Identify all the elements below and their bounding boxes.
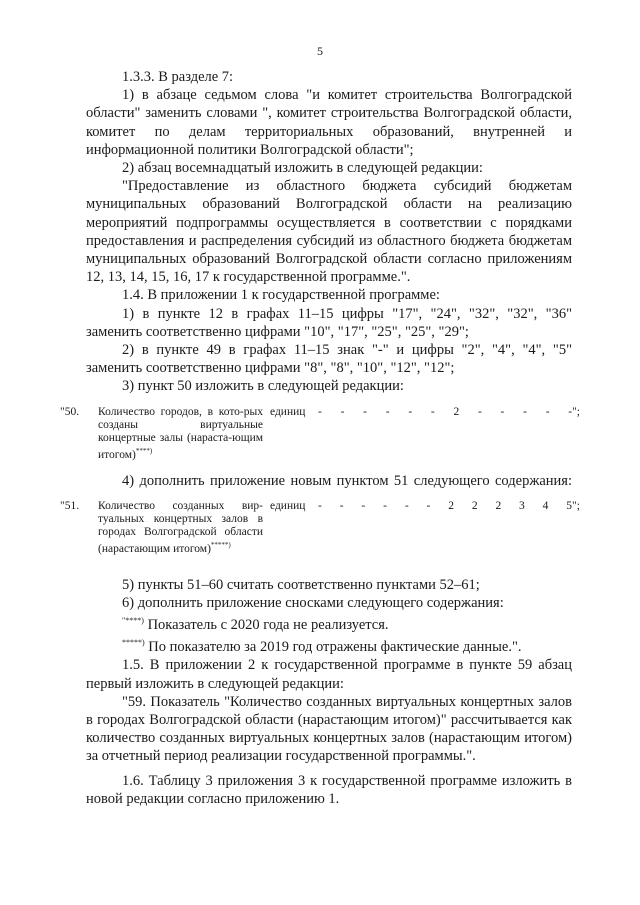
document-body: [60, 68, 580, 808]
row-values: - - - - - - 2 2 2 3 4 5";: [318, 499, 580, 512]
table-row-50: [60, 406, 580, 462]
paragraph: 1.6. Таблицу 3 приложения 3 к государственной программе изложить в новой редакции согласно приложению 1.: [86, 772, 572, 807]
paragraph: 2) абзац восемнадцатый изложить в следующей редакции:: [122, 160, 483, 177]
page-number: 5: [317, 44, 323, 58]
paragraph: 1) в пункте 12 в графах 11–15 цифры "17", "24", "32", "32", "36" заменить соответственно цифрами "10", "17", "25", "25", "29";: [86, 305, 572, 340]
footnote: "****) Показатель с 2020 года не реализуется.: [122, 616, 389, 634]
footnote: *****) По показателю за 2019 год отражены фактические данные.".: [122, 638, 522, 656]
row-values: - - - - - - 2 - - - - -";: [318, 405, 580, 418]
footnote-mark: ****): [135, 446, 153, 455]
row-name: Количество созданных вир-туальных концертных залов в городах Волгоградской области (нарастающим итогом)*****): [98, 499, 263, 555]
paragraph: 1) в абзаце седьмом слова "и комитет строительства Волгоградской области" заменить словами ", комитет строительства Волгоградской области, комитет по делам территориальных образований, внутренней и информационной политики Волгоградской области";: [86, 87, 572, 158]
paragraph: 1.3.3. В разделе 7:: [122, 69, 234, 85]
footnote-mark: *****): [122, 638, 145, 648]
paragraph: 4) дополнить приложение новым пунктом 51 следующего содержания:: [122, 472, 572, 489]
paragraph: 3) пункт 50 изложить в следующей редакции:: [122, 378, 404, 395]
paragraph: "59. Показатель "Количество созданных виртуальных концертных залов в городах Волгоградской области (нарастающим итогом)" рассчитывается как количество созданных виртуальных концертных залов (нарастающим итогом) за отчетный период реализации государственной программы.".: [86, 693, 572, 765]
row-name: Количество городов, в кото-рых созданы виртуальные концертные залы (нараста-ющим итогом)****): [98, 405, 263, 461]
row-unit: единиц: [270, 499, 306, 512]
paragraph: "Предоставление из областного бюджета субсидий бюджетам муниципальных образований Волгоградской области на реализацию мероприятий подпрограммы осуществляется в соответствии с порядками предоставления и распределения субсидий из областного бюджета бюджетам муниципальных образований Волгоградской области согласно приложениям 12, 13, 14, 15, 16, 17 к государственной программе.".: [86, 178, 572, 286]
row-code: "51.: [60, 499, 80, 512]
footnote-mark: *****): [210, 540, 231, 549]
row-unit: единиц: [270, 405, 306, 418]
paragraph: 6) дополнить приложение сносками следующего содержания:: [122, 595, 504, 612]
paragraph: 1.5. В приложении 2 к государственной программе в пункте 59 абзац первый изложить в следующей редакции:: [86, 657, 572, 692]
table-row-51: [60, 500, 580, 570]
row-code: "50.: [60, 405, 80, 418]
paragraph: 5) пункты 51–60 считать соответственно пунктами 52–61;: [122, 576, 480, 593]
paragraph: 2) в пункте 49 в графах 11–15 знак "-" и цифры "2", "4", "4", "5" заменить соответственно цифрами "8", "8", "10", "12", "12";: [86, 342, 572, 377]
footnote-mark: "****): [122, 616, 144, 626]
paragraph: 1.4. В приложении 1 к государственной программе:: [122, 287, 440, 304]
